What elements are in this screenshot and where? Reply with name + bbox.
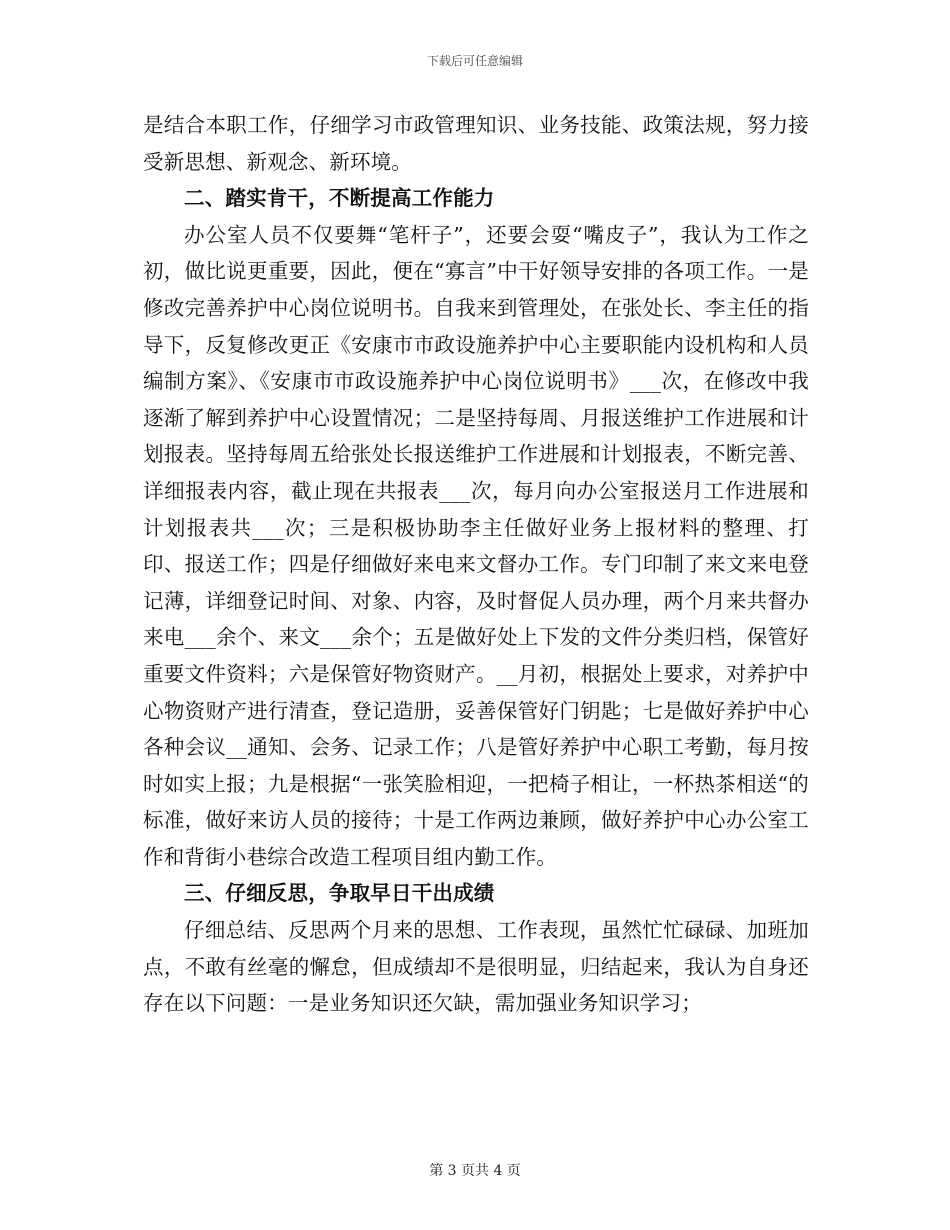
document-body (143, 107, 809, 1022)
page-number: 第 3 页共 4 页 (429, 1163, 521, 1179)
paragraph-continued: 是结合本职工作，仔细学习市政管理知识、业务技能、政策法规，努力接受新思想、新观念、新环境。 (143, 113, 809, 174)
section-heading-2: 二、踏实肯干，不断提高工作能力 (184, 186, 495, 211)
section-heading-3: 三、仔细反思，争取早日干出成绩 (184, 881, 495, 906)
paragraph-reflection: 仔细总结、反思两个月来的思想、工作表现，虽然忙忙碌碌、加班加点，不敢有丝毫的懈怠，但成绩却不是很明显，归结起来，我认为自身还存在以下问题：一是业务知识还欠缺，需加强业务知识学习； (143, 918, 809, 1016)
page-header: 下载后可任意编辑 (426, 54, 523, 68)
paragraph-work-items: 办公室人员不仅要舞“笔杆子”，还要会耍“嘴皮子”，我认为工作之初，做比说更重要，因此，便在“寡言”中干好领导安排的各项工作。一是修改完善养护中心岗位说明书。自我来到管理处，在张处长、李主任的指导下，反复修改更正《安康市市政设施养护中心主要职能内设机构和人员编制方案》、《安康市市政设施养护中心岗位说明书》___次，在修改中我逐渐了解到养护中心设置情况；二是坚持每周、月报送维护工作进展和计划报表。坚持每周五给张处长报送维护工作进展和计划报表，不断完善、详细报表内容，截止现在共报表___次，每月向办公室报送月工作进展和计划报表共___次；三是积极协助李主任做好业务上报材料的整理、打印、报送工作；四是仔细做好来电来文督办工作。专门印制了来文来电登记薄，详细登记时间、对象、内容，及时督促人员办理，两个月来共督办来电___余个、来文___余个；五是做好处上下发的文件分类归档，保管好重要文件资料；六是保管好物资财产。__月初，根据处上要求，对养护中心物资财产进行清查，登记造册，妥善保管好门钥匙；七是做好养护中心各种会议__通知、会务、记录工作；八是管好养护中心职工考勤，每月按时如实上报；九是根据“一张笑脸相迎，一把椅子相让，一杯热茶相送“的标准，做好来访人员的接待；十是工作两边兼顾，做好养护中心办公室工作和背街小巷综合改造工程项目组内勤工作。 (143, 222, 809, 869)
